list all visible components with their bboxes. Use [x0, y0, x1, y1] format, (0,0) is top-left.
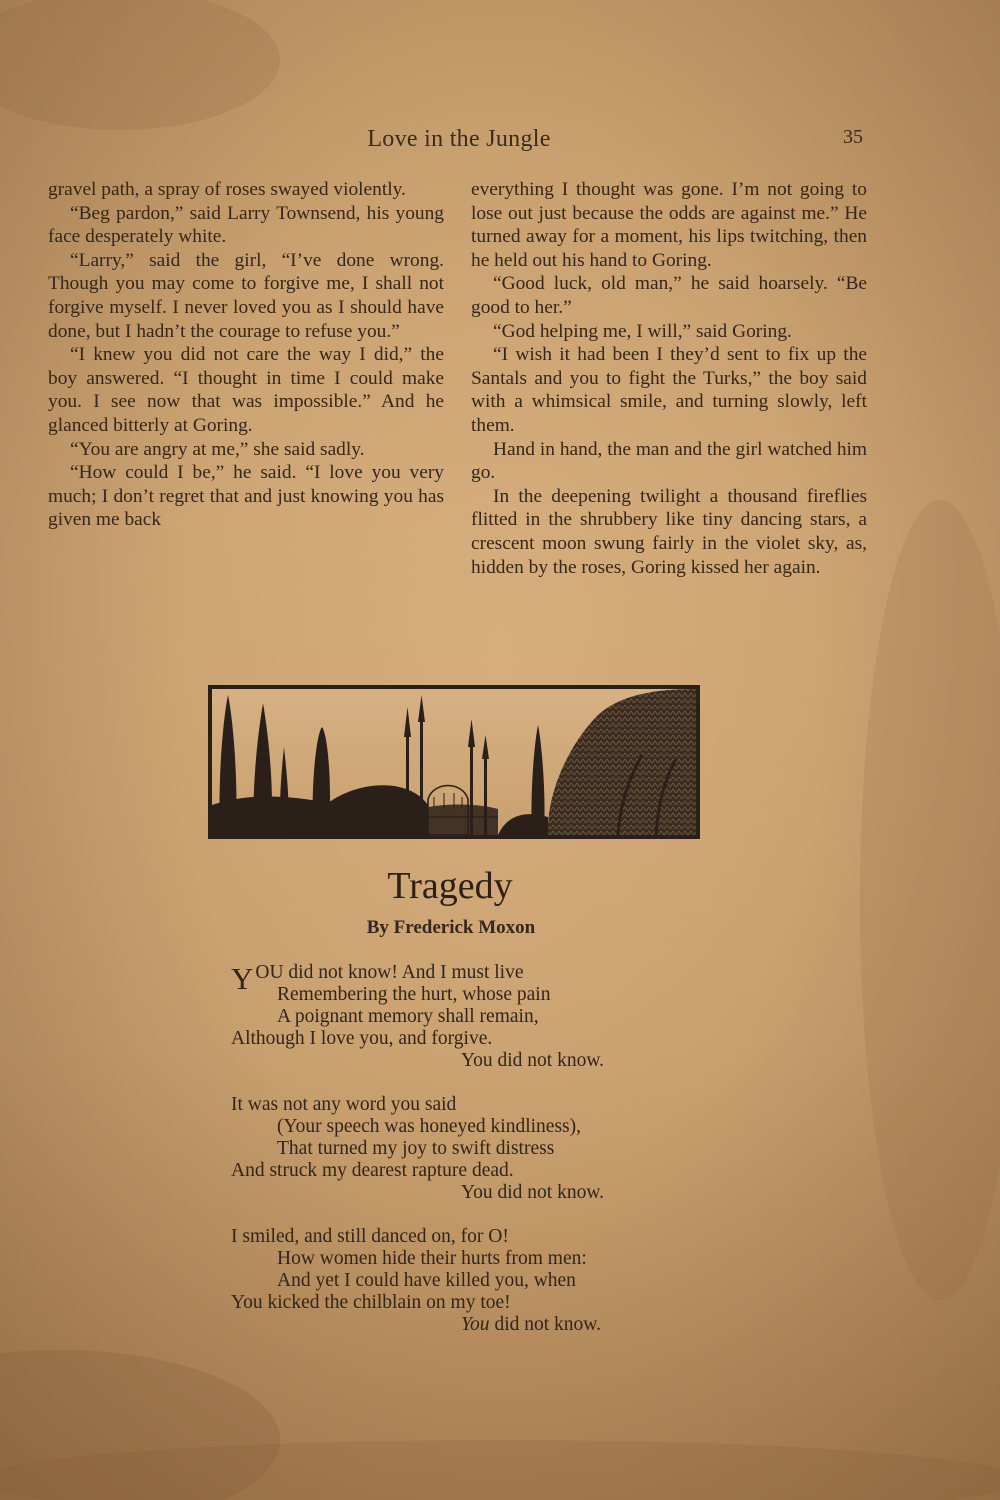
paragraph: “I wish it had been I they’d sent to fix up the Santals and you to fight the Turks,” the boy said with a whimsical smile, and turning slowly, left them.: [471, 344, 867, 436]
story-right-column: [471, 178, 867, 579]
poem-refrain-emphasis: You: [461, 1314, 490, 1335]
page-number: 35: [843, 126, 863, 148]
poem-line: That turned my joy to swift distress: [277, 1138, 555, 1159]
paragraph: “Larry,” said the girl, “I’ve done wrong. Though you may come to forgive me, I shall not forgive myself. I never loved you as I should have done, but I hadn’t the courage to refuse you.”: [48, 249, 444, 342]
drop-cap: Y: [231, 961, 254, 996]
mosque-silhouette-illustration: [208, 685, 700, 839]
stanza-1: [231, 962, 711, 1072]
poem-refrain: You did not know.: [461, 1050, 605, 1071]
poem-line-text: OU did not know! And I must live: [255, 962, 524, 983]
poem-line: Remembering the hurt, whose pain: [277, 984, 551, 1005]
paragraph: everything I thought was gone. I’m not going to lose out just because the odds are against me.” He turned away for a moment, his lips twitching, then he held out his hand to Goring.: [471, 179, 867, 271]
poem-line: You kicked the chilblain on my toe!: [231, 1292, 511, 1313]
poem-title: Tragedy: [387, 865, 513, 907]
paragraph: In the deepening twilight a thousand fireflies flitted in the shrubbery like tiny dancing stars, a crescent moon swung fairly in the violet sky, as, hidden by the roses, Goring kissed her again.: [471, 485, 867, 578]
paragraph: “Good luck, old man,” he said hoarsely. “Be good to her.”: [471, 273, 867, 318]
poem-line: (Your speech was honeyed kindliness),: [277, 1116, 582, 1137]
poem-refrain-text: did not know.: [489, 1314, 601, 1335]
paragraph: “I knew you did not care the way I did,” the boy answered. “I thought in time I could make you. I see now that was impossible.” And he glanced bitterly at Goring.: [48, 344, 444, 436]
poem-byline: By Frederick Moxon: [366, 917, 536, 938]
running-title: Love in the Jungle: [367, 126, 551, 152]
paragraph: gravel path, a spray of roses swayed violently.: [48, 179, 406, 200]
poem-line: And yet I could have killed you, when: [277, 1270, 576, 1291]
poem-line: A poignant memory shall remain,: [277, 1006, 539, 1027]
poem-line: And struck my dearest rapture dead.: [231, 1160, 514, 1181]
poem-line: How women hide their hurts from men:: [277, 1248, 587, 1269]
poem-line: It was not any word you said: [231, 1094, 457, 1115]
stanza-2: [231, 1094, 711, 1204]
story-left-column: [48, 178, 444, 532]
page-header: [0, 126, 1000, 160]
paragraph: “God helping me, I will,” said Goring.: [493, 320, 792, 342]
illustration-drawing: [208, 685, 700, 839]
paragraph: “How could I be,” he said. “I love you very much; I don’t regret that and just knowing you has given me back: [48, 462, 444, 531]
poem-refrain: [231, 1314, 711, 1336]
poem-refrain: You did not know.: [461, 1182, 605, 1203]
paragraph: “You are angry at me,” she said sadly.: [70, 438, 365, 460]
poem-line: I smiled, and still danced on, for O!: [231, 1226, 509, 1247]
poem-body: [231, 962, 711, 1358]
paragraph: Hand in hand, the man and the girl watched him go.: [471, 438, 867, 484]
paragraph: “Beg pardon,” said Larry Townsend, his young face desperately white.: [48, 202, 444, 248]
stanza-3: [231, 1226, 711, 1336]
poem-line: Although I love you, and forgive.: [231, 1028, 493, 1049]
